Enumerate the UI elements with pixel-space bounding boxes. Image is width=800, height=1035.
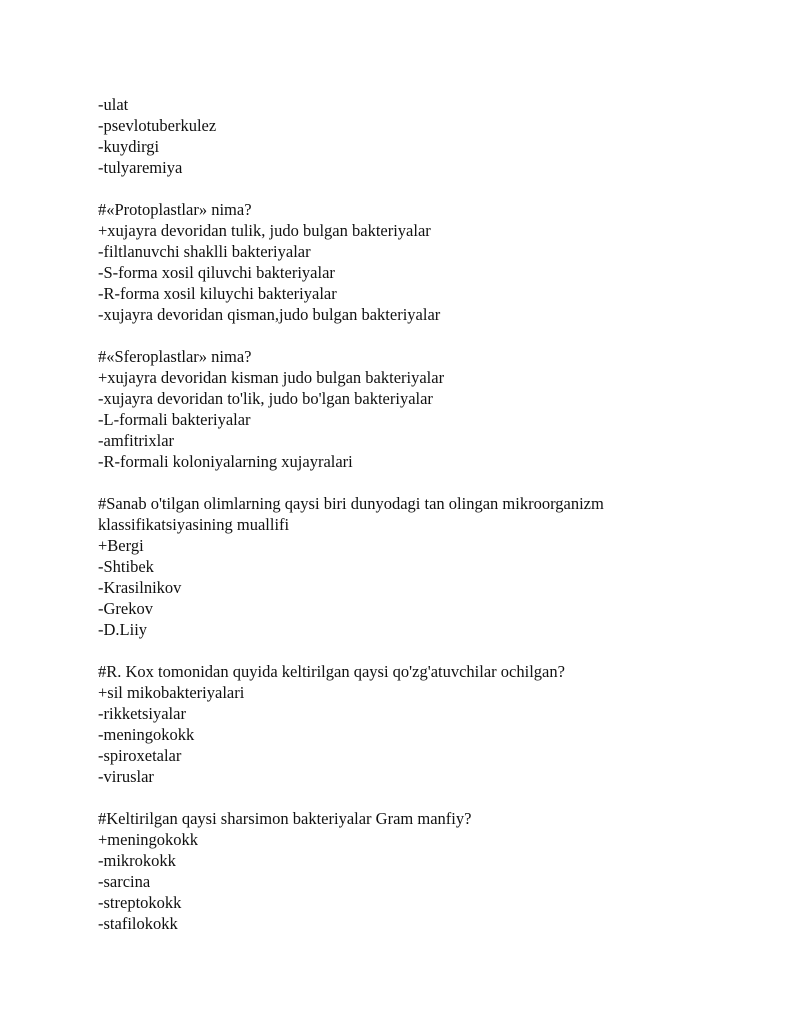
option-line: -ulat [98,95,129,114]
option-line: -R-forma xosil kiluychi bakteriyalar [98,284,337,303]
option-line: -Krasilnikov [98,578,182,597]
option-line: +xujayra devoridan tulik, judo bulgan bakteriyalar [98,221,431,240]
option-line: -D.Liiy [98,620,148,639]
question-block [98,346,738,472]
option-line: -xujayra devoridan to'lik, judo bo'lgan bakteriyalar [98,389,433,408]
option-line: -tulyaremiya [98,158,183,177]
option-line: -spiroxetalar [98,746,182,765]
spacer [98,178,738,199]
spacer [98,472,738,493]
question-text: #R. Kox tomonidan quyida keltirilgan qaysi qo'zg'atuvchilar ochilgan? [98,662,565,681]
document-page [98,94,738,934]
option-line: +meningokokk [98,830,199,849]
option-line: -rikketsiyalar [98,704,186,723]
question-text: #«Sferoplastlar» nima? [98,347,252,366]
question-block [98,661,738,787]
intro-options [98,94,738,178]
spacer [98,640,738,661]
option-line: +xujayra devoridan kisman judo bulgan bakteriyalar [98,368,445,387]
option-line: -Grekov [98,599,153,618]
option-line: -viruslar [98,767,154,786]
option-line: -stafilokokk [98,914,178,933]
option-line: -S-forma xosil qiluvchi bakteriyalar [98,263,335,282]
option-line: +sil mikobakteriyalari [98,683,245,702]
spacer [98,325,738,346]
question-block [98,199,738,325]
option-line: -R-formali koloniyalarning xujayralari [98,452,353,471]
option-line: -meningokokk [98,725,195,744]
option-line: -mikrokokk [98,851,176,870]
option-line: -amfitrixlar [98,431,175,450]
question-text: #«Protoplastlar» nima? [98,200,252,219]
option-line: -filtlanuvchi shaklli bakteriyalar [98,242,311,261]
option-line: -streptokokk [98,893,182,912]
option-line: -xujayra devoridan qisman,judo bulgan bakteriyalar [98,305,441,324]
question-text: #Sanab o'tilgan olimlarning qaysi biri dunyodagi tan olingan mikroorganizm klassifikatsiyasining muallifi [98,494,604,534]
question-text: #Keltirilgan qaysi sharsimon bakteriyalar Gram manfiy? [98,809,472,828]
question-block [98,808,738,934]
question-block [98,493,738,640]
option-line: -Shtibek [98,557,154,576]
option-line: -sarcina [98,872,151,891]
option-line: -kuydirgi [98,137,160,156]
spacer [98,787,738,808]
option-line: -L-formali bakteriyalar [98,410,251,429]
option-line: -psevlotuberkulez [98,116,217,135]
option-line: +Bergi [98,536,144,555]
